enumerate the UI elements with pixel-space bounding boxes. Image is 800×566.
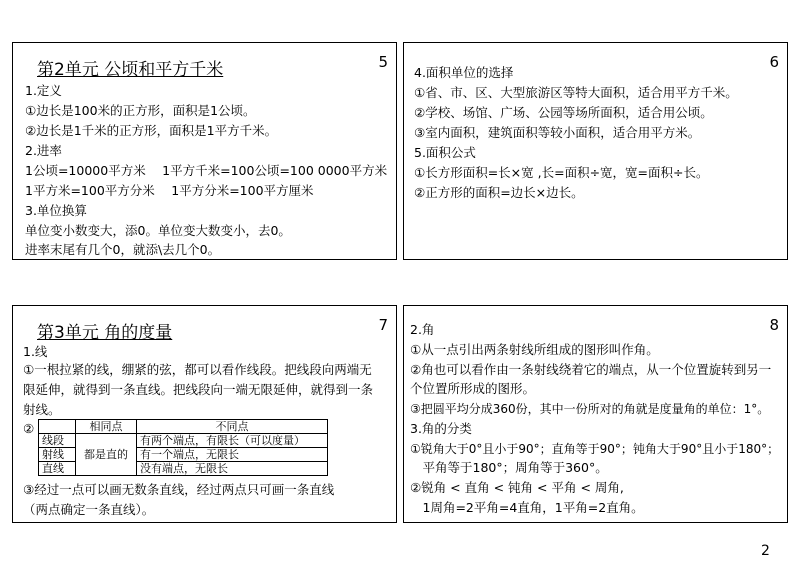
text-line: 进率末尾有几个0，就添\去几个0。 — [25, 242, 221, 257]
slide-number: 6 — [769, 53, 779, 71]
text-line: ②正方形的面积=边长×边长。 — [414, 185, 584, 200]
text-line: 限延伸，就得到一条直线。把线段向一端无限延伸，就得到一条 — [23, 382, 374, 397]
table-marker: ② — [23, 421, 35, 436]
text-line: ③把圆平均分成360份，其中一份所对的角就是度量角的单位：1°。 — [410, 402, 770, 416]
text-line: ②锐角 < 直角 < 钝角 < 平角 < 周角, — [410, 480, 624, 495]
difference: 没有端点，无限长 — [137, 462, 328, 476]
text-line: 1.线 — [23, 344, 48, 359]
text-line: 3.单位换算 — [25, 203, 87, 218]
text-line: 4.面积单位的选择 — [414, 65, 514, 80]
text-line: 3.角的分类 — [410, 421, 472, 436]
text-line: 1平方米=100平方分米 1平方分米=100平方厘米 — [25, 183, 314, 198]
text-line: ②边长是1千米的正方形，面积是1平方千米。 — [25, 123, 278, 138]
card-title: 第2单元 公顷和平方千米 — [37, 60, 224, 80]
table-row — [39, 434, 328, 448]
slide-number: 5 — [378, 53, 388, 71]
text-line: ①从一点引出两条射线所组成的图形叫作角。 — [410, 342, 659, 357]
text-line: 1公顷=10000平方米 1平方千米=100公顷=100 0000平方米 — [25, 163, 388, 178]
table-header-row — [39, 420, 328, 434]
text-line: 5.面积公式 — [414, 145, 476, 160]
text-line: ①边长是100米的正方形，面积是1公顷。 — [25, 103, 256, 118]
card-page-5 — [12, 42, 397, 260]
text-line: 平角等于180°；周角等于360°。 — [410, 460, 608, 475]
row-name: 线段 — [39, 434, 76, 448]
card-title: 第3单元 角的度量 — [37, 323, 173, 343]
text-line: （两点确定一条直线）。 — [23, 502, 155, 517]
table-header-cell — [39, 420, 76, 434]
text-line: 个位置所形成的图形。 — [410, 381, 536, 396]
card-page-6 — [403, 42, 788, 260]
table-header-cell: 相同点 — [76, 420, 137, 434]
difference: 有两个端点，有限长（可以度量） — [137, 434, 328, 448]
text-line: ①锐角大于0°且小于90°；直角等于90°；钝角大于90°且小于180°； — [410, 442, 780, 456]
difference: 有一个端点，无限长 — [137, 448, 328, 462]
text-line: 射线。 — [23, 402, 61, 417]
text-line: 1.定义 — [25, 83, 62, 98]
text-line: ①省、市、区、大型旅游区等特大面积，适合用平方千米。 — [414, 85, 738, 100]
text-line: ②角也可以看作由一条射线绕着它的端点，从一个位置旋转到另一 — [410, 362, 772, 377]
row-name: 射线 — [39, 448, 76, 462]
card-page-7 — [12, 305, 397, 523]
text-line: 单位变小数变大，添0。单位变大数变小，去0。 — [25, 223, 291, 238]
slide-number: 7 — [378, 316, 388, 334]
text-line: ①长方形面积=长×宽 ,长=面积÷宽，宽=面积÷长。 — [414, 165, 709, 180]
text-line: 2.进率 — [25, 143, 62, 158]
text-line: ①一根拉紧的线，绷紧的弦，都可以看作线段。把线段向两端无 — [23, 362, 372, 377]
line-comparison-table — [38, 419, 328, 476]
page-number: 2 — [761, 543, 770, 559]
table-header-cell: 不同点 — [137, 420, 328, 434]
common-feature: 都是直的 — [76, 434, 137, 476]
row-name: 直线 — [39, 462, 76, 476]
card-page-8 — [403, 305, 788, 523]
text-line: ③室内面积，建筑面积等较小面积，适合用平方米。 — [414, 125, 701, 140]
slide-number: 8 — [769, 316, 779, 334]
text-line: ②学校、场馆、广场、公园等场所面积，适合用公顷。 — [414, 105, 713, 120]
text-line: ③经过一点可以画无数条直线，经过两点只可画一条直线 — [23, 482, 335, 497]
text-line: 2.角 — [410, 322, 435, 337]
text-line: 1周角=2平角=4直角，1平角=2直角。 — [410, 500, 644, 515]
